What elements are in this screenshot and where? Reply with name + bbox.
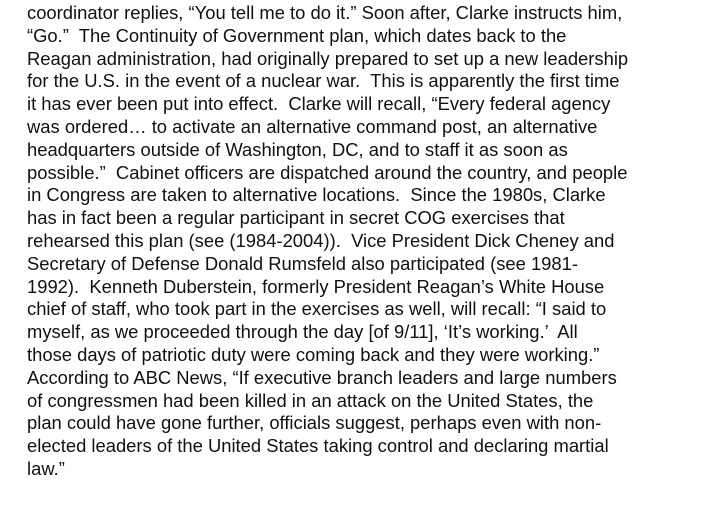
text-line: headquarters outside of Washington, DC, and to staff it as soon as (27, 138, 568, 160)
text-line: 1992). Kenneth Duberstein, formerly President Reagan’s White House (27, 275, 605, 297)
text-line: for the U.S. in the event of a nuclear war. This is apparently the first time (27, 70, 620, 92)
body-text (27, 2, 707, 481)
text-line: chief of staff, who took part in the exercises as well, will recall: “I said to (27, 298, 607, 320)
text-line: law.” (27, 457, 65, 479)
text-line: in Congress are taken to alternative locations. Since the 1980s, Clarke (27, 184, 606, 206)
text-line: those days of patriotic duty were coming back and they were working.” (27, 343, 600, 365)
text-line: According to ABC News, “If executive branch leaders and large numbers (27, 366, 617, 388)
text-line: myself, as we proceeded through the day [of 9/11], ‘It’s working.’ All (27, 321, 578, 343)
text-line: Reagan administration, had originally prepared to set up a new leadership (27, 47, 629, 69)
text-line: of congressmen had been killed in an attack on the United States, the (27, 389, 594, 411)
text-line: coordinator replies, “You tell me to do it.” Soon after, Clarke instructs him, (27, 2, 623, 23)
text-line: rehearsed this plan (see (1984-2004)). Vice President Dick Cheney and (27, 229, 615, 251)
text-line: it has ever been put into effect. Clarke will recall, “Every federal agency (27, 93, 611, 115)
text-line: Secretary of Defense Donald Rumsfeld also participated (see 1981- (27, 252, 578, 274)
text-line: elected leaders of the United States taking control and declaring martial (27, 435, 609, 457)
text-line: was ordered… to activate an alternative command post, an alternative (27, 115, 598, 137)
text-line: plan could have gone further, officials suggest, perhaps even with non- (27, 412, 602, 434)
text-line: possible.” Cabinet officers are dispatched around the country, and people (27, 161, 628, 183)
text-line: “Go.” The Continuity of Government plan, which dates back to the (27, 24, 567, 46)
text-line: has in fact been a regular participant in secret COG exercises that (27, 207, 565, 229)
